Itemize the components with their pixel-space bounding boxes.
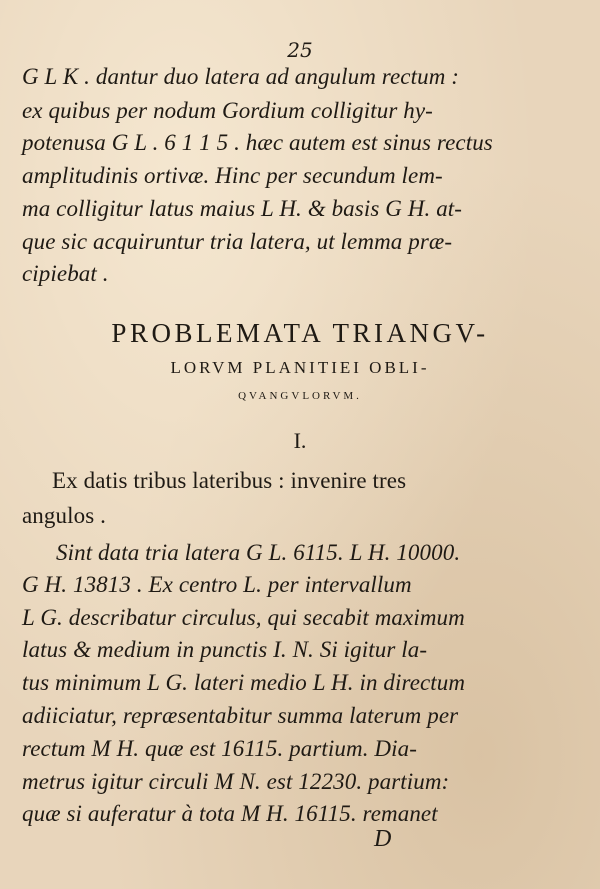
text-line: G L K . dantur duo latera ad angulum rectum : bbox=[22, 64, 460, 89]
problem-number: I. bbox=[293, 428, 307, 453]
section-heading-line-2: LORVM PLANITIEI OBLI- bbox=[170, 358, 430, 377]
text-line: G H. 13813 . Ex centro L. per intervallum bbox=[22, 572, 412, 597]
text-line: amplitudinis ortivæ. Hinc per secundum lem- bbox=[22, 163, 443, 188]
text-line: que sic acquiruntur tria latera, ut lemma præ- bbox=[22, 229, 453, 254]
text-line: ma colligitur latus maius L H. & basis G H. at- bbox=[22, 196, 463, 221]
text-line: tus minimum L G. lateri medio L H. in directum bbox=[22, 670, 466, 695]
text-line: rectum M H. quæ est 16115. partium. Dia- bbox=[22, 736, 417, 761]
text-line: Sint data tria latera G L. 6115. L H. 10000. bbox=[56, 540, 461, 565]
text-line: ex quibus per nodum Gordium colligitur hy- bbox=[22, 98, 433, 123]
section-heading-line-1: PROBLEMATA TRIANGV- bbox=[111, 318, 489, 348]
text-line: L G. describatur circulus, qui secabit maximum bbox=[22, 605, 465, 630]
text-line: adiiciatur, repræsentabitur summa laterum per bbox=[22, 703, 459, 728]
text-line: cipiebat . bbox=[22, 261, 109, 286]
text-line: latus & medium in punctis I. N. Si igitur la- bbox=[22, 637, 428, 662]
text-line: quæ si auferatur à tota M H. 16115. remanet bbox=[22, 801, 438, 826]
text-line: potenusa G L . 6 1 1 5 . hæc autem est sinus rectus bbox=[22, 130, 493, 155]
text-line: metrus igitur circuli M N. est 12230. partium: bbox=[22, 769, 450, 794]
text-line: Ex datis tribus lateribus : invenire tres bbox=[52, 468, 407, 493]
signature-mark: D bbox=[374, 826, 392, 852]
page-number: 25 bbox=[287, 38, 313, 62]
section-heading-line-3: QVANGVLORVM. bbox=[238, 390, 362, 402]
text-line: angulos . bbox=[22, 503, 106, 528]
